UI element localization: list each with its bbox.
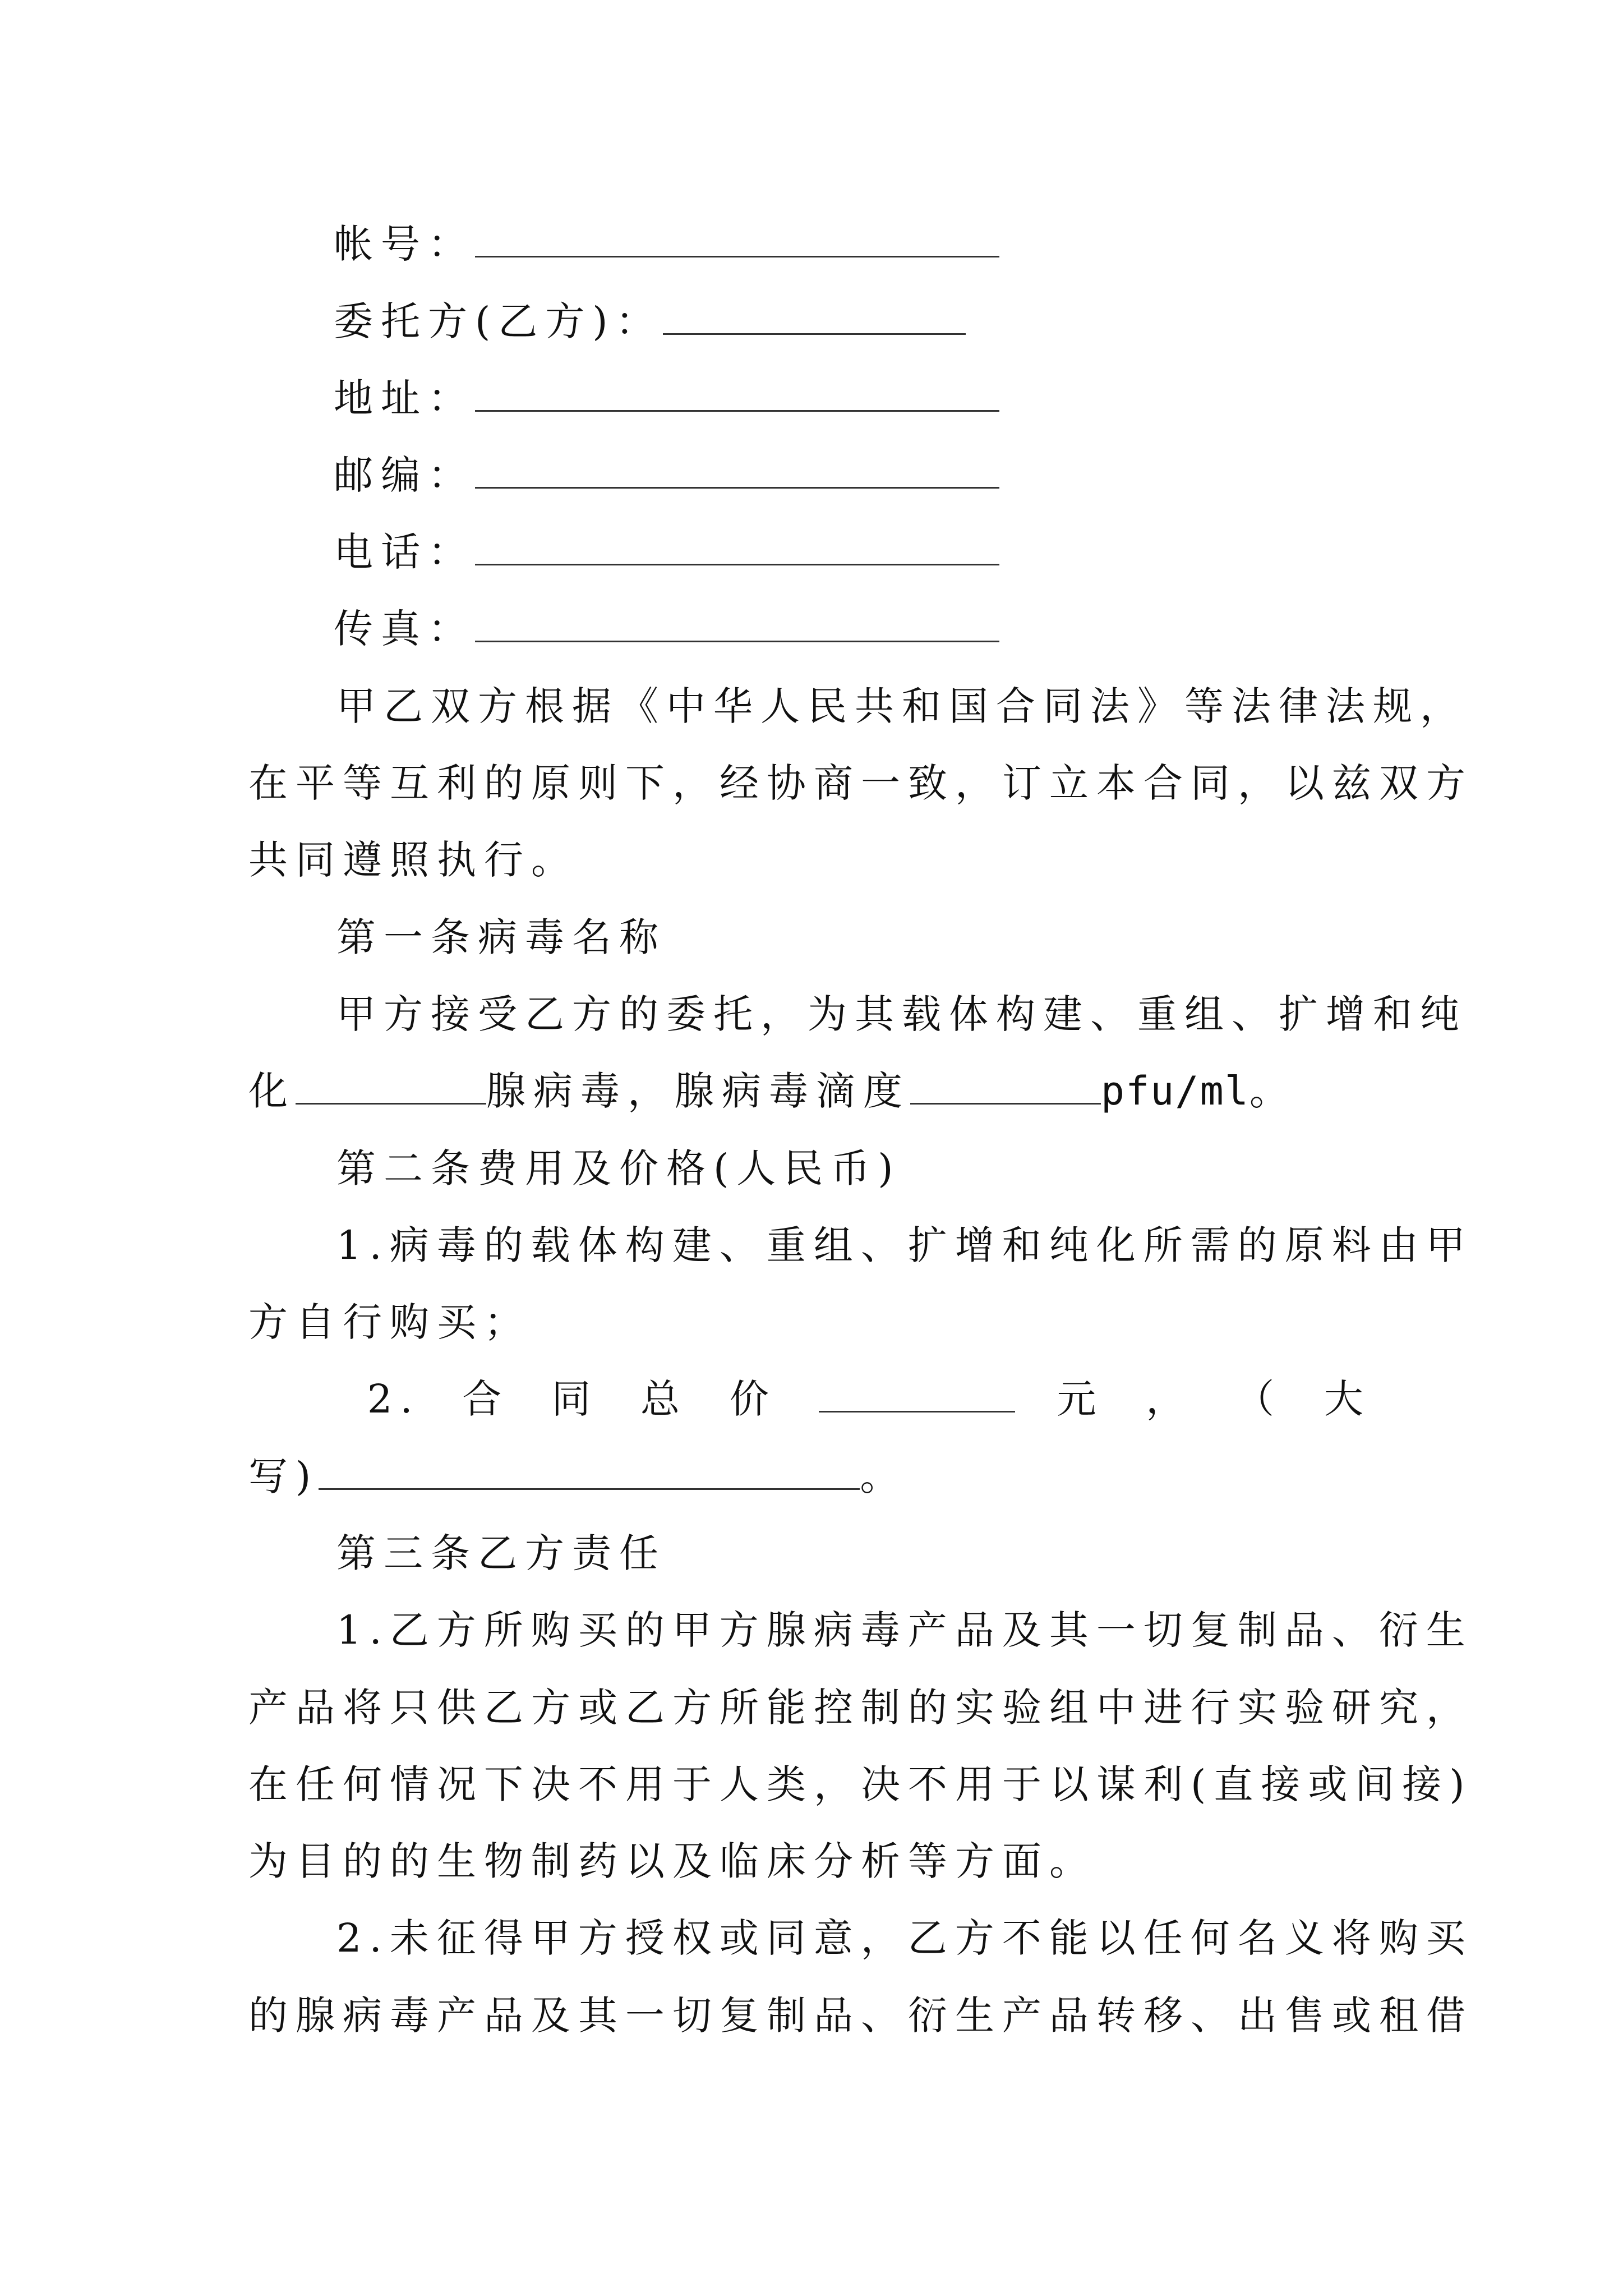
article-1-prefix: 化 <box>248 1068 296 1114</box>
article-3-item-1-line-4: 为目的的生物制药以及临床分析等方面。 <box>248 1838 1096 1884</box>
article-2-item-1-line-1: 1.病毒的载体构建、重组、扩增和纯化所需的原料由甲 <box>336 1222 1473 1268</box>
article-2-item-2-line-2 <box>248 1448 907 1504</box>
article-1-line-2 <box>248 1063 1297 1119</box>
postcode-field <box>334 447 999 503</box>
account-label: 帐号： <box>334 221 475 267</box>
item-2-word: 大 <box>1324 1376 1371 1422</box>
phone-label: 电话： <box>334 529 475 575</box>
client-label: 委托方(乙方)： <box>334 298 663 344</box>
preamble-line-1: 甲乙双方根据《中华人民共和国合同法》等法律法规， <box>336 683 1467 729</box>
item-2-word: 同 <box>551 1376 599 1422</box>
article-2-item-1-line-2: 方自行购买； <box>248 1299 531 1345</box>
address-field <box>334 370 999 426</box>
fax-field <box>334 601 999 657</box>
item-2-word: （ <box>1235 1376 1283 1422</box>
item-2-word: 价 <box>729 1376 777 1422</box>
article-3-item-1-line-1: 1.乙方所购买的甲方腺病毒产品及其一切复制品、衍生 <box>336 1607 1473 1653</box>
phone-field <box>334 524 999 580</box>
article-3-item-1-line-2: 产品将只供乙方或乙方所能控制的实验组中进行实验研究， <box>248 1685 1473 1731</box>
item-2-number: 2. <box>367 1376 421 1422</box>
phone-blank <box>475 529 999 565</box>
fax-blank <box>475 606 999 642</box>
article-2-item-2-line-1 <box>247 1371 1371 1427</box>
total-price-blank <box>819 1376 1015 1412</box>
article-3-item-2-line-1: 2.未征得甲方授权或同意，乙方不能以任何名义将购买 <box>336 1915 1473 1961</box>
article-3-item-2-line-2: 的腺病毒产品及其一切复制品、衍生产品转移、出售或租借 <box>248 1993 1473 2039</box>
item-2-word: 元 <box>1057 1376 1104 1422</box>
item-2-end: 。 <box>860 1453 907 1499</box>
titer-blank <box>910 1068 1101 1105</box>
amount-in-words-blank <box>319 1453 860 1490</box>
client-blank <box>663 298 966 335</box>
account-blank <box>475 221 999 257</box>
item-2-word: ， <box>1146 1376 1193 1422</box>
article-2-title: 第二条费用及价格(人民币) <box>336 1145 901 1191</box>
client-field <box>334 293 966 349</box>
postcode-blank <box>475 452 999 489</box>
preamble-line-2: 在平等互利的原则下，经协商一致，订立本合同，以兹双方 <box>248 760 1473 806</box>
article-3-title: 第三条乙方责任 <box>336 1530 666 1576</box>
article-1-end: 。 <box>1249 1068 1297 1114</box>
article-1-title: 第一条病毒名称 <box>336 914 666 960</box>
virus-name-blank <box>296 1068 486 1105</box>
fax-label: 传真： <box>334 606 475 652</box>
item-2-prefix: 写) <box>248 1453 319 1499</box>
preamble-line-3: 共同遵照执行。 <box>248 837 578 883</box>
titer-unit: pfu/ml <box>1101 1068 1249 1114</box>
item-2-word: 总 <box>640 1376 688 1422</box>
account-field <box>334 216 999 272</box>
article-3-item-1-line-3: 在任何情况下决不用于人类，决不用于以谋利(直接或间接) <box>248 1761 1473 1807</box>
article-1-middle: 腺病毒，腺病毒滴度 <box>486 1068 910 1114</box>
postcode-label: 邮编： <box>334 452 475 498</box>
article-1-line-1: 甲方接受乙方的委托，为其载体构建、重组、扩增和纯 <box>336 991 1467 1037</box>
address-blank <box>475 375 999 412</box>
item-2-word: 合 <box>462 1376 510 1422</box>
address-label: 地址： <box>334 375 475 421</box>
